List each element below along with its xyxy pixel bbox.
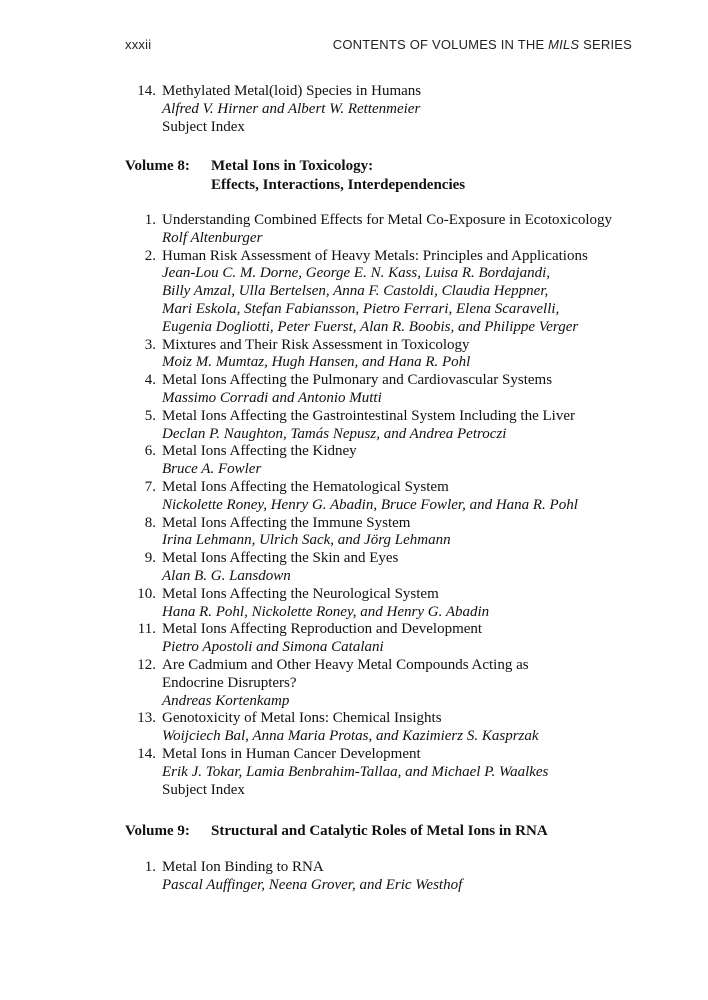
chapter-title: Metal Ions Affecting Reproduction and Development — [162, 621, 483, 638]
chapter-number: 4. — [144, 372, 156, 389]
volume-9-chapter-list — [0, 859, 462, 895]
chapter-authors: Andreas Kortenkamp — [162, 692, 290, 709]
chapter-authors: Massimo Corradi and Antonio Mutti — [162, 389, 382, 406]
chapter-title: Are Cadmium and Other Heavy Metal Compounds Acting as — [162, 656, 529, 673]
chapter-entry — [0, 212, 612, 248]
chapter-number: 9. — [144, 550, 156, 567]
running-title-pre: CONTENTS OF VOLUMES IN THE — [332, 37, 549, 52]
chapter-authors: Billy Amzal, Ulla Bertelsen, Anna F. Castoldi, Claudia Heppner, — [162, 283, 549, 300]
chapter-number: 8. — [144, 514, 156, 531]
chapter-authors: Nickolette Roney, Henry G. Abadin, Bruce Fowler, and Hana R. Pohl — [162, 496, 578, 513]
chapter-entry — [0, 859, 462, 895]
chapter-authors: Jean-Lou C. M. Dorne, George E. N. Kass, Luisa R. Bordajandi, — [162, 265, 551, 282]
chapter-entry — [0, 443, 612, 479]
chapter-number: 12. — [137, 656, 156, 673]
chapter-title: Methylated Metal(loid) Species in Humans — [162, 83, 422, 99]
chapter-entry — [0, 408, 612, 444]
chapter-entry — [0, 621, 612, 657]
running-title-series: MILS — [548, 37, 580, 52]
previous-volume-tail — [0, 83, 421, 136]
chapter-authors: Woijciech Bal, Anna Maria Protas, and Kazimierz S. Kasprzak — [162, 728, 539, 745]
chapter-authors: Irina Lehmann, Ulrich Sack, and Jörg Lehmann — [162, 532, 451, 549]
chapter-entry — [0, 550, 612, 586]
chapter-entry — [0, 657, 612, 710]
chapter-entry — [0, 83, 421, 136]
chapter-title: Metal Ion Binding to RNA — [162, 859, 324, 875]
volume-title-line: Effects, Interactions, Interdependencies — [211, 177, 466, 193]
chapter-number: 11. — [137, 621, 156, 638]
subject-index: Subject Index — [162, 781, 245, 798]
running-title — [333, 37, 632, 52]
chapter-authors: Alfred V. Hirner and Albert W. Rettenmeier — [162, 100, 421, 117]
chapter-number: 2. — [144, 247, 156, 264]
chapter-authors: Erik J. Tokar, Lamia Benbrahim-Tallaa, and Michael P. Waalkes — [162, 763, 549, 780]
running-title-post: SERIES — [579, 37, 632, 52]
chapter-title: Genotoxicity of Metal Ions: Chemical Insights — [162, 710, 442, 727]
chapter-entry — [0, 337, 612, 373]
chapter-authors: Eugenia Dogliotti, Peter Fuerst, Alan R. Boobis, and Philippe Verger — [162, 318, 579, 335]
chapter-title: Metal Ions Affecting the Pulmonary and Cardiovascular Systems — [162, 372, 553, 389]
chapter-number: 3. — [144, 336, 156, 353]
chapter-entry — [0, 586, 612, 622]
chapter-title: Metal Ions Affecting the Immune System — [162, 514, 411, 531]
volume-title — [211, 822, 548, 841]
chapter-title: Metal Ions Affecting the Hematological System — [162, 478, 449, 495]
chapter-entry — [0, 515, 612, 551]
chapter-number: 6. — [144, 443, 156, 460]
chapter-title: Endocrine Disrupters? — [162, 674, 297, 691]
chapter-number: 1. — [144, 212, 156, 228]
subject-index: Subject Index — [162, 118, 245, 135]
chapter-number: 14. — [137, 745, 156, 762]
chapter-authors: Rolf Altenburger — [162, 229, 263, 246]
chapter-authors: Declan P. Naughton, Tamás Nepusz, and Andrea Petroczi — [162, 425, 507, 442]
chapter-authors: Moiz M. Mumtaz, Hugh Hansen, and Hana R. Pohl — [162, 354, 471, 371]
chapter-number: 1. — [144, 859, 156, 875]
page-number: xxxii — [125, 37, 152, 52]
volume-title-line: Structural and Catalytic Roles of Metal Ions in RNA — [211, 823, 548, 839]
chapter-authors: Pascal Auffinger, Neena Grover, and Eric Westhof — [162, 876, 463, 893]
volume-8-chapter-list — [0, 212, 612, 799]
chapter-entry — [0, 372, 612, 408]
chapter-authors: Hana R. Pohl, Nickolette Roney, and Henry G. Abadin — [162, 603, 490, 620]
chapter-title: Metal Ions Affecting the Skin and Eyes — [162, 550, 399, 567]
chapter-title: Metal Ions in Human Cancer Development — [162, 745, 421, 762]
chapter-number: 5. — [144, 407, 156, 424]
chapter-title: Understanding Combined Effects for Metal Co-Exposure in Ecotoxicology — [162, 212, 613, 228]
volume-title — [211, 157, 465, 195]
chapter-title: Human Risk Assessment of Heavy Metals: Principles and Applications — [162, 247, 588, 264]
volume-title-line: Metal Ions in Toxicology: — [211, 158, 374, 174]
chapter-authors: Bruce A. Fowler — [162, 461, 262, 478]
volume-label: Volume 8: — [125, 158, 190, 174]
chapter-title: Mixtures and Their Risk Assessment in Toxicology — [162, 336, 470, 353]
volume-label: Volume 9: — [125, 823, 190, 839]
chapter-number: 14. — [137, 83, 156, 99]
chapter-number: 10. — [137, 585, 156, 602]
chapter-entry — [0, 248, 612, 337]
chapter-number: 7. — [144, 478, 156, 495]
chapter-title: Metal Ions Affecting the Gastrointestinal System Including the Liver — [162, 407, 575, 424]
chapter-authors: Alan B. G. Lansdown — [162, 567, 291, 584]
chapter-title: Metal Ions Affecting the Neurological System — [162, 585, 439, 602]
chapter-authors: Mari Eskola, Stefan Fabiansson, Pietro Ferrari, Elena Scaravelli, — [162, 300, 560, 317]
chapter-authors: Pietro Apostoli and Simona Catalani — [162, 639, 384, 656]
chapter-entry — [0, 746, 612, 799]
chapter-number: 13. — [137, 710, 156, 727]
chapter-title: Metal Ions Affecting the Kidney — [162, 443, 357, 460]
chapter-entry — [0, 710, 612, 746]
chapter-entry — [0, 479, 612, 515]
